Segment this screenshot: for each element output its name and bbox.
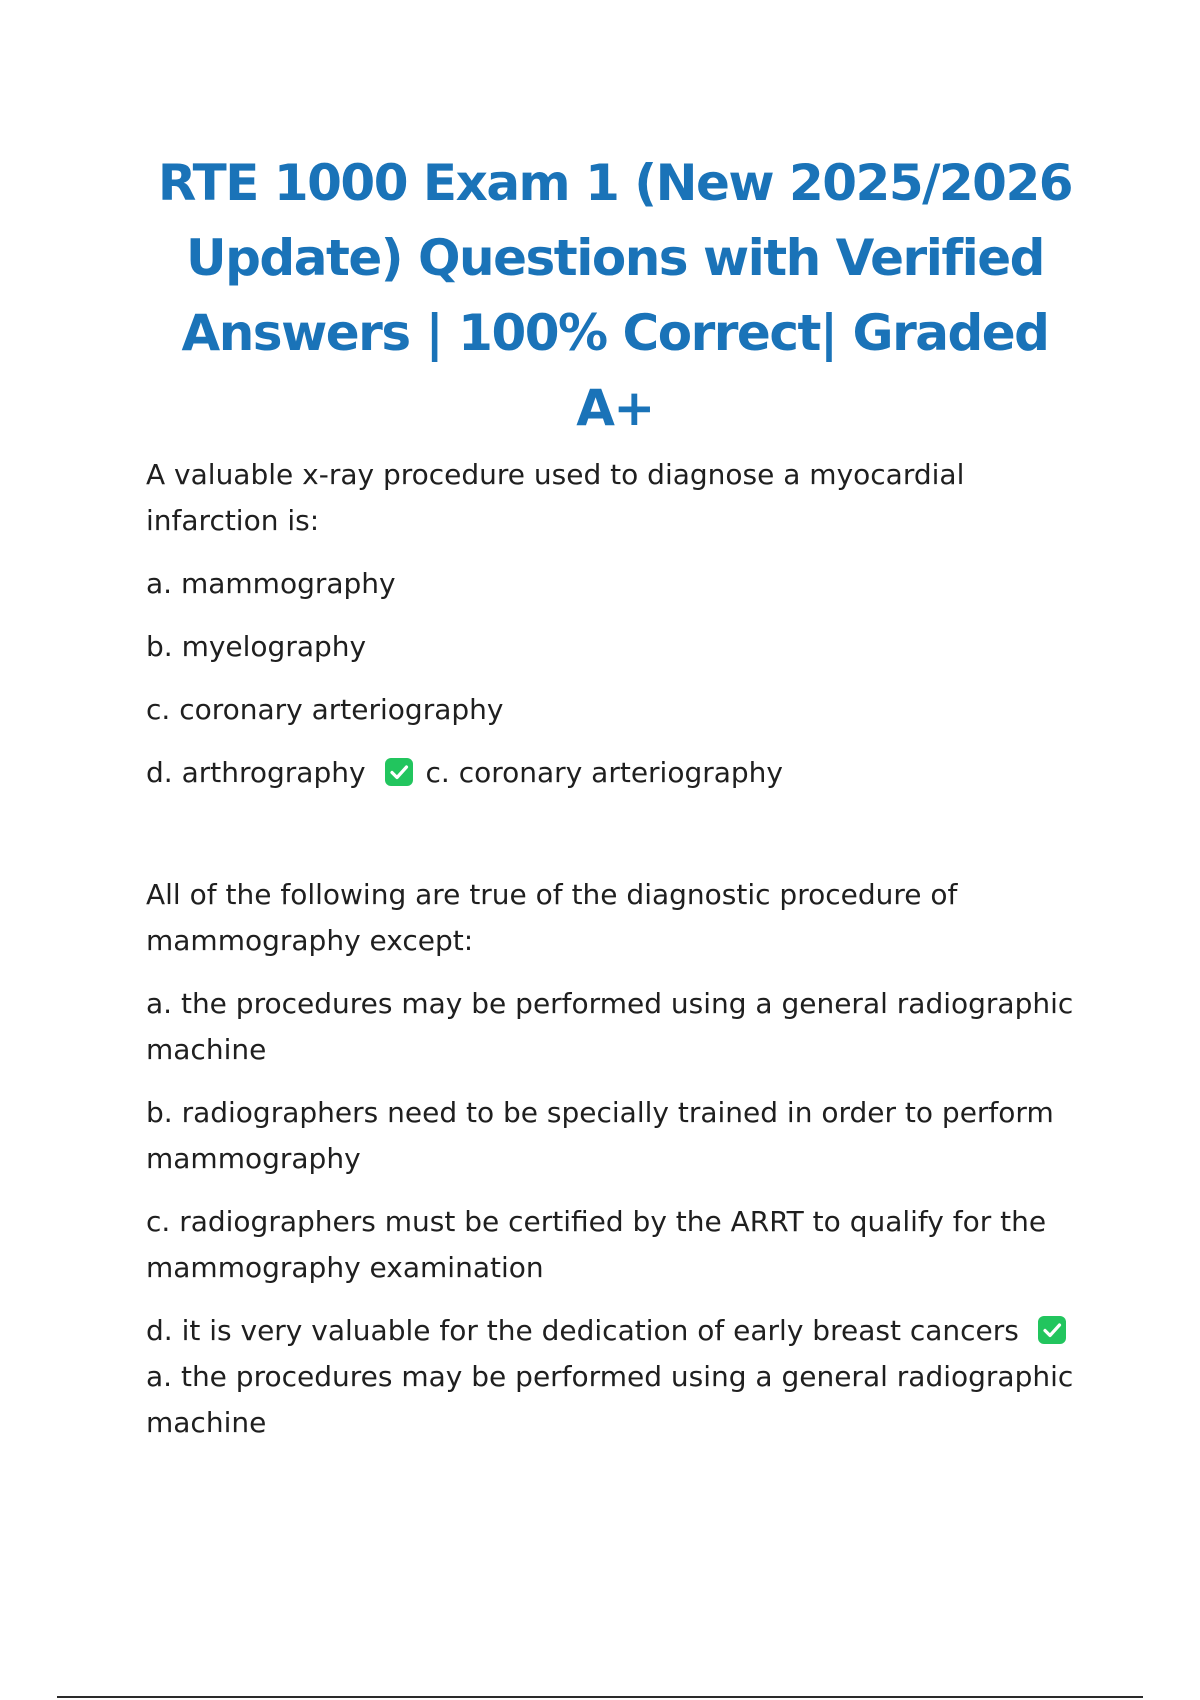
- answer-option-d: d. arthrography: [146, 756, 366, 789]
- answer-option-c: c. radiographers must be certified by the ARRT to qualify for the mammography examination: [146, 1205, 1047, 1284]
- check-mark-icon: [384, 757, 414, 787]
- answer-option-b: b. radiographers need to be specially trained in order to perform mammography: [146, 1096, 1054, 1175]
- verified-answer: c. coronary arteriography: [425, 756, 783, 789]
- answer-option-d-with-answer: [146, 750, 1086, 796]
- answer-option-a: a. the procedures may be performed using a general radiographic machine: [146, 987, 1074, 1066]
- answer-option-d: d. it is very valuable for the dedication of early breast cancers: [146, 1314, 1019, 1347]
- check-mark-icon: [1037, 1315, 1067, 1345]
- question-block: [146, 872, 1086, 1463]
- answer-option-a: a. mammography: [146, 567, 396, 600]
- verified-answer: a. the procedures may be performed using a general radiographic machine: [146, 1360, 1074, 1439]
- question-stem: All of the following are true of the diagnostic procedure of mammography except:: [146, 878, 958, 957]
- answer-option-b: b. myelography: [146, 630, 367, 663]
- answer-option-c: c. coronary arteriography: [146, 693, 504, 726]
- document-title: RTE 1000 Exam 1 (New 2025/2026 Update) Questions with Verified Answers | 100% Correct| Graded A+: [157, 154, 1073, 437]
- question-stem: A valuable x-ray procedure used to diagnose a myocardial infarction is:: [146, 458, 965, 537]
- question-block: [146, 452, 1086, 813]
- answer-option-d-with-answer: [146, 1308, 1086, 1446]
- page-bottom-divider: [57, 1696, 1143, 1698]
